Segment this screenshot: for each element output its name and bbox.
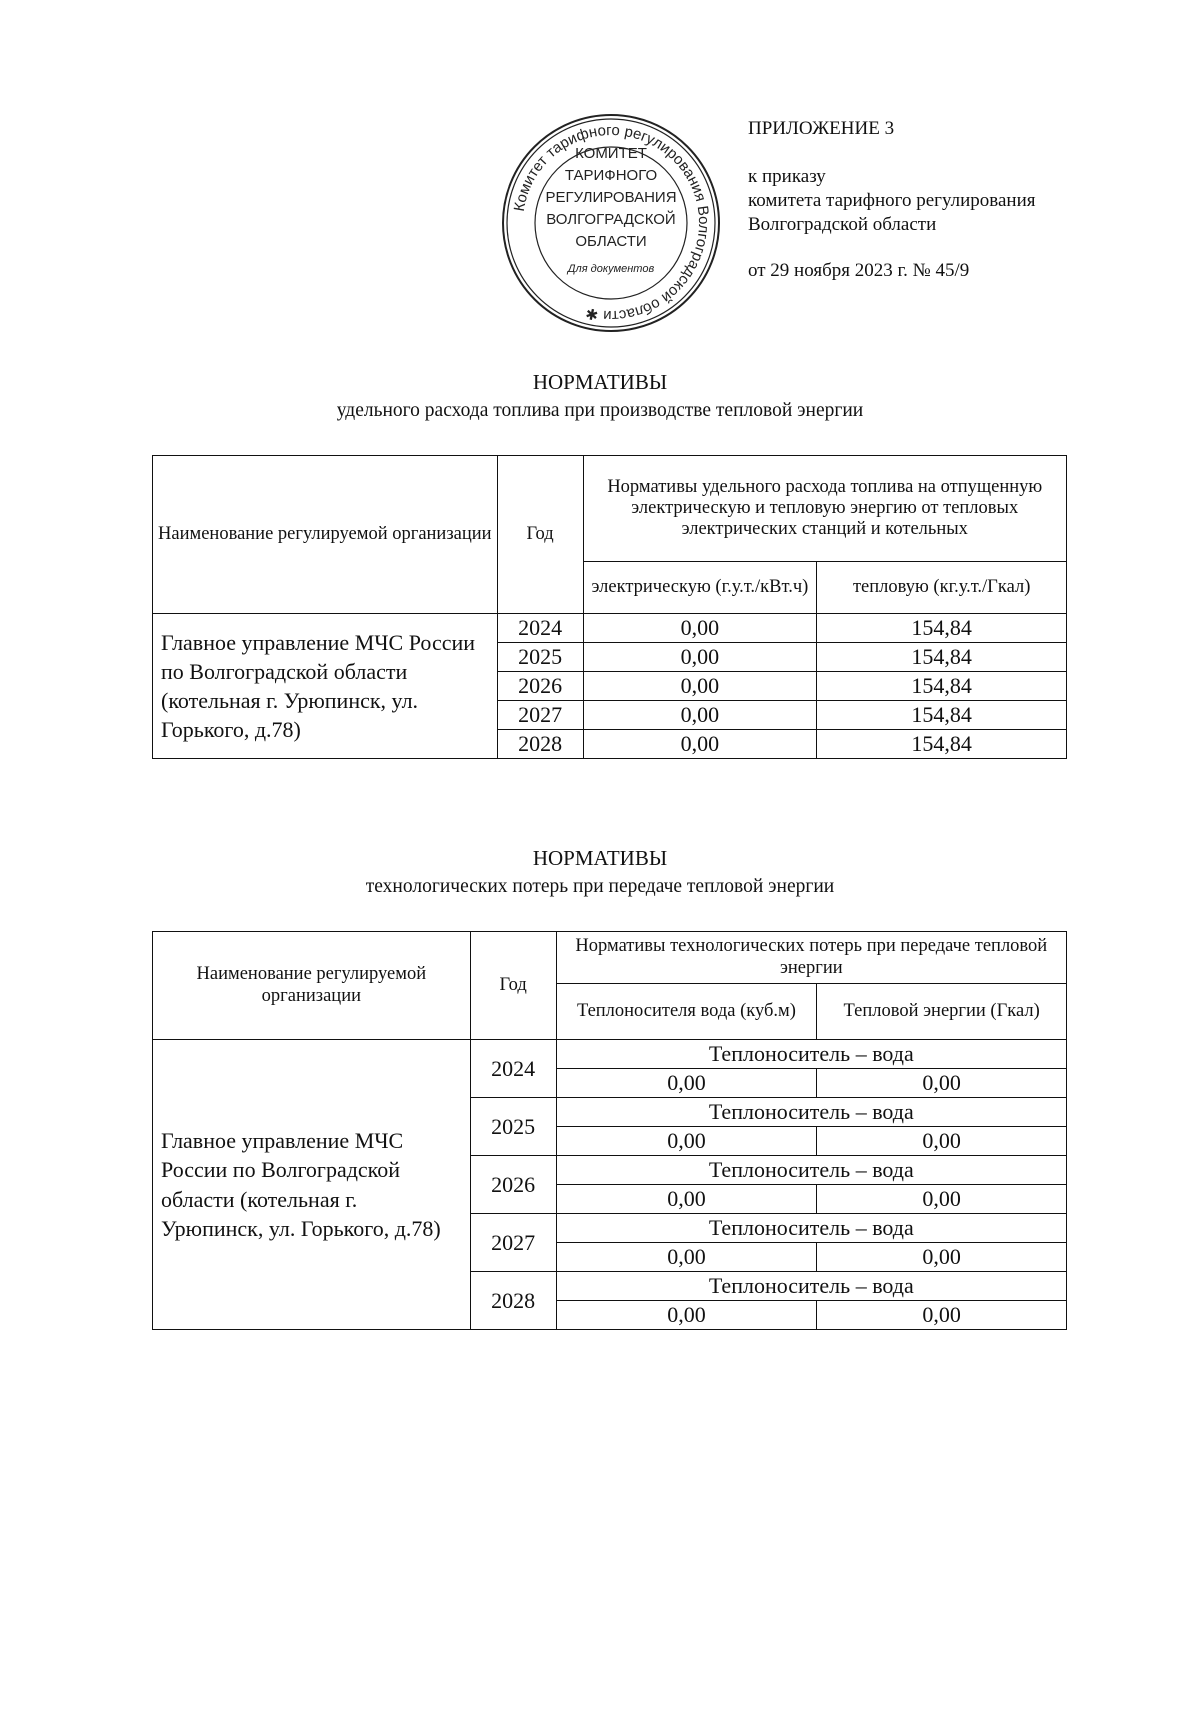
order-ref: к приказу (748, 166, 826, 187)
electric-cell: 0,00 (583, 614, 817, 643)
carrier-label-cell: Теплоноситель – вода (556, 1214, 1066, 1243)
region-name: Волгоградской области (748, 214, 937, 235)
thermal-cell: 154,84 (817, 614, 1067, 643)
order-date-number: от 29 ноября 2023 г. № 45/9 (748, 260, 970, 281)
year-cell: 2026 (470, 1156, 556, 1214)
carrier-value-cell: 0,00 (556, 1127, 817, 1156)
year-cell: 2027 (497, 701, 583, 730)
year-cell: 2024 (470, 1040, 556, 1098)
appendix-label: ПРИЛОЖЕНИЕ 3 (748, 118, 895, 139)
svg-text:Комитет тарифного регулировани: Комитет тарифного регулирования Волгоградской области ✱ (510, 121, 713, 325)
svg-text:ОБЛАСТИ: ОБЛАСТИ (575, 233, 647, 250)
thermal-cell: 154,84 (817, 643, 1067, 672)
svg-text:КОМИТЕТ: КОМИТЕТ (575, 145, 647, 162)
section1-title: НОРМАТИВЫ (532, 370, 668, 394)
year-cell: 2028 (497, 730, 583, 759)
col-header-electric: электрическую (г.у.т./кВт.ч) (583, 562, 817, 614)
carrier-value-cell: 0,00 (556, 1185, 817, 1214)
table-row (153, 614, 1067, 643)
table-row (153, 1040, 1067, 1069)
electric-cell: 0,00 (583, 672, 817, 701)
year-cell: 2024 (497, 614, 583, 643)
official-stamp (500, 112, 722, 334)
organization-cell: Главное управление МЧС России по Волгоградской области (котельная г. Урюпинск, ул. Горького, д.78) (153, 614, 498, 759)
heat-losses-table (152, 931, 1067, 1330)
carrier-value-cell: 0,00 (556, 1301, 817, 1330)
year-cell: 2025 (497, 643, 583, 672)
heat-value-cell: 0,00 (817, 1243, 1067, 1272)
year-cell: 2026 (497, 672, 583, 701)
svg-text:РЕГУЛИРОВАНИЯ: РЕГУЛИРОВАНИЯ (545, 189, 677, 206)
thermal-cell: 154,84 (817, 672, 1067, 701)
carrier-value-cell: 0,00 (556, 1243, 817, 1272)
heat-value-cell: 0,00 (817, 1301, 1067, 1330)
col-header-org: Наименование регулируемой организации (153, 932, 471, 1040)
svg-text:ТАРИФНОГО: ТАРИФНОГО (564, 167, 658, 184)
fuel-consumption-table (152, 455, 1067, 759)
section2-title: НОРМАТИВЫ (532, 846, 668, 870)
year-cell: 2028 (470, 1272, 556, 1330)
svg-text:ВОЛГОГРАДСКОЙ: ВОЛГОГРАДСКОЙ (546, 211, 676, 228)
year-cell: 2027 (470, 1214, 556, 1272)
col-header-org: Наименование регулируемой организации (153, 456, 498, 614)
heat-value-cell: 0,00 (817, 1069, 1067, 1098)
section2-subtitle: технологических потерь при передаче тепловой энергии (365, 876, 835, 897)
year-cell: 2025 (470, 1098, 556, 1156)
thermal-cell: 154,84 (817, 701, 1067, 730)
col-header-heat: Тепловой энергии (Гкал) (817, 984, 1067, 1040)
col-header-carrier: Теплоносителя вода (куб.м) (556, 984, 817, 1040)
col-header-thermal: тепловую (кг.у.т./Гкал) (817, 562, 1067, 614)
heat-value-cell: 0,00 (817, 1127, 1067, 1156)
carrier-value-cell: 0,00 (556, 1069, 817, 1098)
electric-cell: 0,00 (583, 643, 817, 672)
col-header-group: Нормативы технологических потерь при передаче тепловой энергии (556, 932, 1066, 984)
heat-value-cell: 0,00 (817, 1185, 1067, 1214)
col-header-group: Нормативы удельного расхода топлива на отпущенную электрическую и тепловую энергию от тепловых электрических станций и котельных (583, 456, 1066, 562)
col-header-year: Год (470, 932, 556, 1040)
col-header-year: Год (497, 456, 583, 614)
committee-name: комитета тарифного регулирования (748, 190, 1036, 211)
organization-cell: Главное управление МЧС России по Волгоградской области (котельная г. Урюпинск, ул. Горького, д.78) (153, 1040, 471, 1330)
carrier-label-cell: Теплоноситель – вода (556, 1098, 1066, 1127)
svg-text:Для документов: Для документов (567, 263, 655, 275)
carrier-label-cell: Теплоноситель – вода (556, 1156, 1066, 1185)
carrier-label-cell: Теплоноситель – вода (556, 1040, 1066, 1069)
electric-cell: 0,00 (583, 730, 817, 759)
electric-cell: 0,00 (583, 701, 817, 730)
carrier-label-cell: Теплоноситель – вода (556, 1272, 1066, 1301)
section1-subtitle: удельного расхода топлива при производстве тепловой энергии (336, 400, 864, 421)
thermal-cell: 154,84 (817, 730, 1067, 759)
